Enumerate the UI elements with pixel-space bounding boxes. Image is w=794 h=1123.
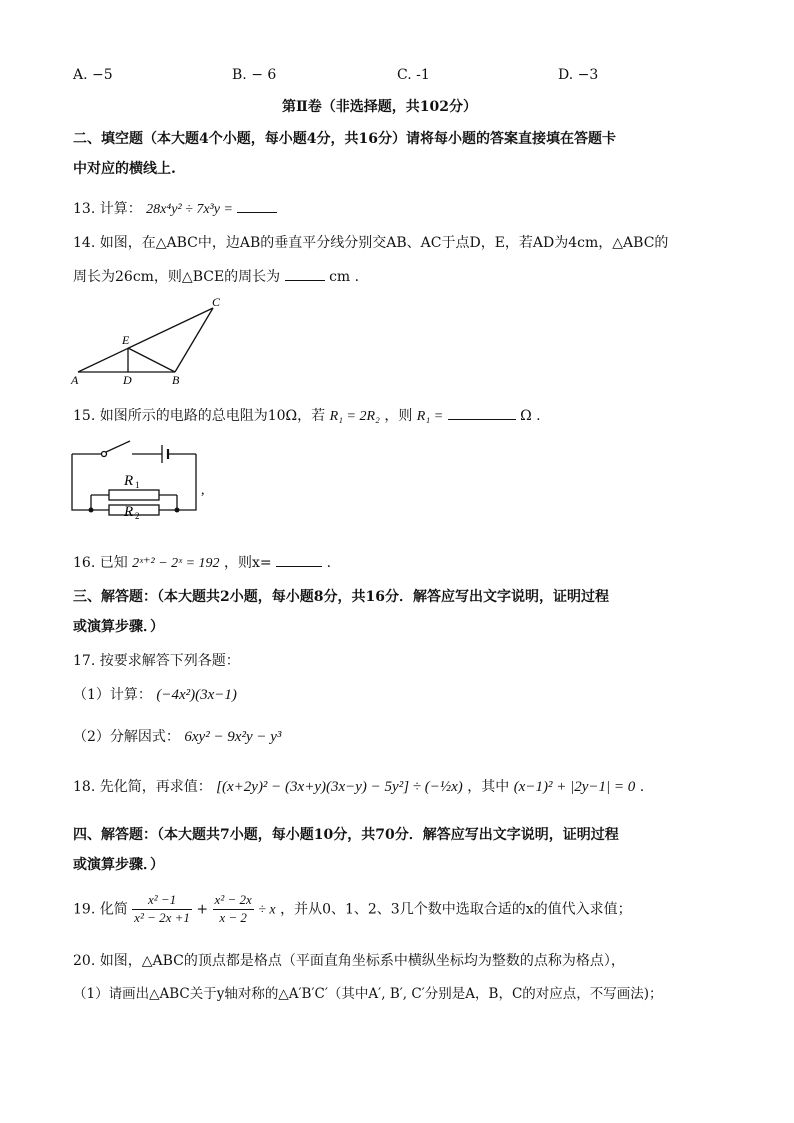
question-16 [73,552,331,573]
section3-heading-line2: 或演算步骤．） [73,619,164,635]
label-r1-sub: 1 [135,480,140,490]
label-a: A [71,373,79,387]
option-a: A. −5 [73,67,113,83]
question-18 [73,778,644,798]
question-14-line2 [73,266,359,286]
q19-fraction-1-numerator: x² −1 [132,892,192,910]
q16-end: . [326,555,332,571]
q13-expression: 28x⁴y² ÷ 7x³y = [146,202,233,217]
q16-expression: 2ˣ⁺² − 2ˣ = 192 [132,556,220,571]
q18-prefix: 18. 先化简，再求值： [73,779,212,795]
section4-heading-line1: 四、解答题：（本大题共7小题，每小题10分，共70分．解答应写出文字说明，证明过程 [73,827,619,843]
q19-prefix: 19. 化简 [73,901,128,918]
q18-condition: (x−1)² + |2y−1| = 0 [513,779,636,795]
q14-answer-blank [285,266,325,281]
q17-title: 17. 按要求解答下列各题： [73,653,240,669]
option-b: B. − 6 [232,67,277,83]
q17-part1-label: （1）计算： [73,687,152,703]
q18-expression: [(x+2y)² − (3x+y)(3x−y) − 5y²] ÷ (−½x) [216,779,463,795]
q20-line1: 20. 如图，△ABC的顶点都是格点（平面直角坐标系中横纵坐标均为整数的点称为格点）， [73,953,625,969]
wire-right [177,454,196,510]
q15-mid: ，则 [384,408,413,424]
q19-plus: + [196,901,209,918]
q18-mid: ，其中 [467,779,510,795]
label-r2: R [124,504,134,520]
q16-prefix: 16. 已知 [73,555,128,571]
label-b: B [172,373,180,387]
section2-heading-line1: 二、填空题（本大题4个小题，每小题4分，共16分）请将每小题的答案直接填在答题卡 [73,131,616,147]
question-15 [73,405,541,426]
q17-part2-expression: 6xy² − 9x²y − y³ [184,729,282,745]
q18-end: . [639,779,645,795]
q15-ask: R₁ = [416,409,444,424]
q14-line2-text: 周长为26cm，则△BCE的周长为 [73,269,281,285]
question-13 [73,198,277,219]
q13-answer-blank [237,198,277,213]
question-19 [73,892,632,927]
switch-pivot [102,452,107,457]
q16-answer-blank [276,552,322,567]
option-d: D. −3 [558,67,599,83]
q15-unit: Ω . [520,408,541,424]
label-c: C [212,296,221,309]
q14-unit: cm . [329,269,360,285]
section4-heading-line2: 或演算步骤．） [73,857,164,873]
q16-suffix: ，则x= [224,555,272,571]
triangle-figure [68,296,238,390]
q19-fraction-2 [213,892,254,927]
junction-left [89,508,94,513]
q19-fraction-2-denominator: x − 2 [219,909,247,925]
q13-prefix: 13. 计算： [73,201,142,217]
circuit-figure [66,434,216,529]
q19-suffix: ，并从0、1、2、3几个数中选取合适的x的值代入求值； [280,901,632,918]
part2-title: 第Ⅱ卷（非选择题，共102分） [282,99,478,115]
q19-divide: ÷ x [258,902,276,918]
q19-fraction-2-numerator: x² − 2x [213,892,254,910]
q15-answer-blank [448,405,516,420]
segment-eb [128,348,175,372]
q19-fraction-1 [132,892,192,927]
label-r1: R [124,473,134,489]
label-r2-sub: 2 [135,511,140,521]
q17-part2-label: （2）分解因式： [73,729,180,745]
section3-heading-line1: 三、解答题：（本大题共2小题，每小题8分，共16分．解答应写出文字说明，证明过程 [73,589,609,605]
figure-comma: , [201,483,205,498]
switch-lever [106,441,130,452]
resistor-r1 [109,490,159,500]
option-c: C. -1 [397,67,430,83]
label-e: E [122,333,130,347]
q14-line1: 14. 如图，在△ABC中，边AB的垂直平分线分别交AB、AC于点D，E，若AD为4cm，△ABC的 [73,235,669,251]
resistor-r2 [109,505,159,515]
junction-right [175,508,180,513]
q17-part1 [73,686,237,706]
q15-prefix: 15. 如图所示的电路的总电阻为10Ω，若 [73,408,326,424]
q17-part1-expression: (−4x²)(3x−1) [156,687,237,703]
q15-condition: R₁ = 2R₂ [329,409,380,424]
segment-ac [78,308,213,372]
q17-part2 [73,728,281,748]
section2-heading-line2: 中对应的横线上. [73,161,176,177]
q20-line2: （1）请画出△ABC关于y轴对称的△A′B′C′（其中A′, B′, C′分别是A，B，C的对应点，不写画法)； [73,986,663,1002]
q19-fraction-1-denominator: x² − 2x +1 [134,909,190,925]
wire-left [72,454,91,510]
label-d: D [123,373,132,387]
